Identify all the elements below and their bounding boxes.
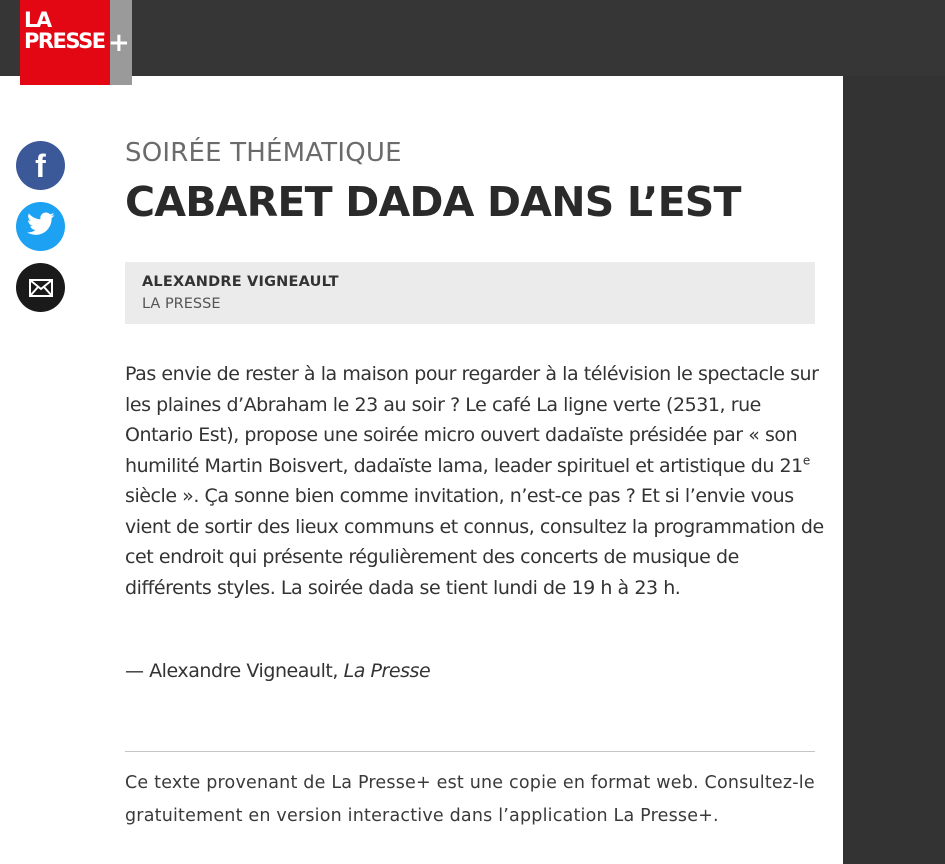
article-kicker: SOIRÉE THÉMATIQUE <box>125 138 402 168</box>
byline-source: LA PRESSE <box>142 296 221 312</box>
twitter-icon <box>27 212 55 242</box>
email-share-button[interactable] <box>16 263 65 312</box>
right-margin-panel <box>843 76 945 864</box>
article-body-part-2: siècle ». Ça sonne bien comme invitation, n’est-ce pas ? Et si l’envie vous vient de sortir des lieux communs et connus, consultez la programmation de cet endroit qui présente régulièrement des concerts de musique de différents styles. La soirée dada se tient lundi de 19 h à 23 h. <box>125 485 824 599</box>
footer-divider <box>125 751 815 752</box>
twitter-share-button[interactable] <box>16 202 65 251</box>
top-bar <box>0 0 945 76</box>
email-icon <box>29 273 53 303</box>
byline-box <box>125 262 815 324</box>
facebook-icon: f <box>35 147 46 184</box>
byline-author: ALEXANDRE VIGNEAULT <box>142 274 339 290</box>
ordinal-superscript: e <box>802 453 810 468</box>
article-headline: CABARET DADA DANS L’EST <box>125 178 741 226</box>
signature-author: — Alexandre Vigneault, <box>125 660 344 682</box>
web-copy-notice: Ce texte provenant de La Presse+ est une copie en format web. Consultez-le gratuitement en version interactive dans l’application La Presse+. <box>125 773 815 826</box>
logo-line-1: LA <box>24 8 51 32</box>
logo-plus: + <box>108 28 130 58</box>
signature-publication: La Presse <box>343 660 431 682</box>
la-presse-logo[interactable] <box>20 0 132 85</box>
article-body-part-1: Pas envie de rester à la maison pour regarder à la télévision le spectacle sur les plaines d’Abraham le 23 au soir ? Le café La ligne verte (2531, rue Ontario Est), propose une soirée micro ouvert dadaïste présidée par « son humilité Martin Boisvert, dadaïste lama, leader spirituel et artistique du 21 <box>125 363 819 477</box>
facebook-share-button[interactable] <box>16 141 65 190</box>
logo-line-2: PRESSE <box>24 29 105 53</box>
article-signature <box>125 656 430 686</box>
article-body <box>125 359 825 603</box>
logo-wordmark <box>24 10 105 52</box>
